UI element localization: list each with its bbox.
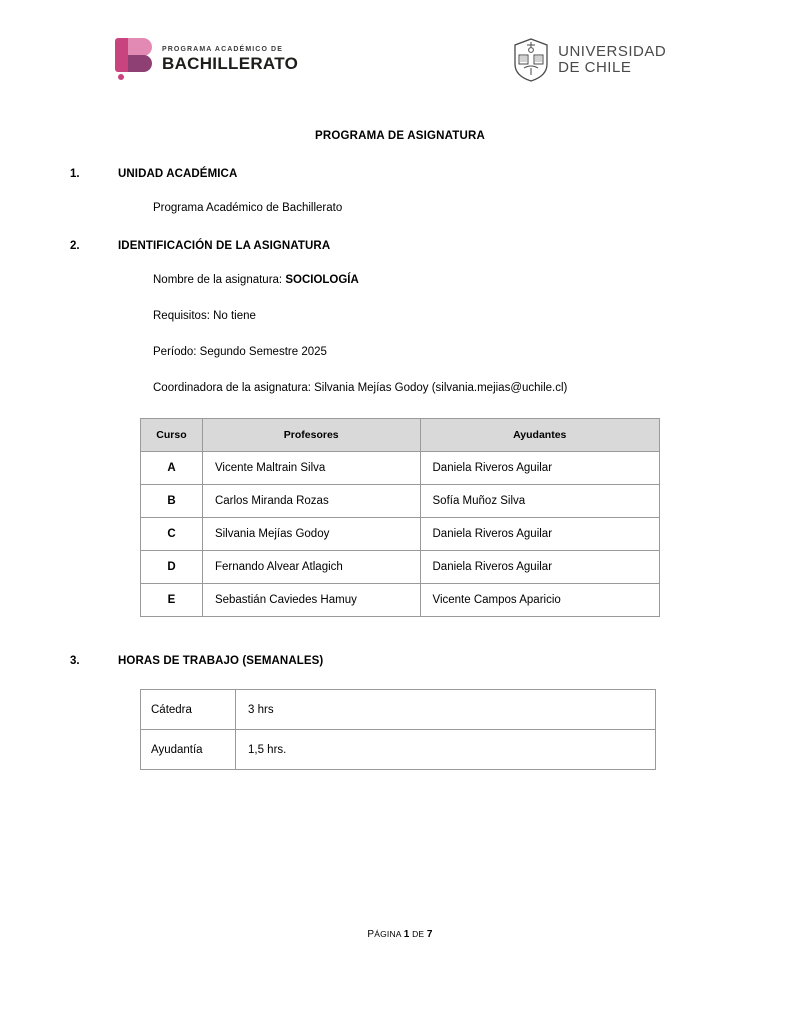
cell-curso: D <box>141 551 203 584</box>
cell-profesor: Silvania Mejías Godoy <box>202 518 420 551</box>
table-row <box>141 551 660 584</box>
bachillerato-logo <box>115 38 298 80</box>
column-header-profesores: Profesores <box>202 419 420 452</box>
table-row <box>141 452 660 485</box>
cell-ayudante: Daniela Riveros Aguilar <box>420 551 660 584</box>
universidad-de-chile-shield-icon <box>513 38 549 82</box>
cell-profesor: Fernando Alvear Atlagich <box>202 551 420 584</box>
footer-total-pages: 7 <box>426 929 433 940</box>
cell-hours-label: Ayudantía <box>141 730 236 770</box>
bachillerato-logo-mark-icon <box>115 38 155 80</box>
requisitos-line: Requisitos: No tiene <box>153 310 256 322</box>
cell-ayudante: Sofía Muñoz Silva <box>420 485 660 518</box>
table-row <box>141 485 660 518</box>
cell-profesor: Sebastián Caviedes Hamuy <box>202 584 420 617</box>
coordinadora-line: Coordinadora de la asignatura: Silvania Mejías Godoy (silvania.mejias@uchile.cl) <box>153 382 568 394</box>
nombre-asignatura-label: Nombre de la asignatura: <box>153 274 286 286</box>
footer-prefix: P <box>367 929 375 940</box>
page-title: PROGRAMA DE ASIGNATURA <box>314 130 486 142</box>
section-horas-de-trabajo <box>70 655 730 667</box>
section-heading: HORAS DE TRABAJO (SEMANALES) <box>118 655 324 667</box>
section-number: 1. <box>70 168 80 180</box>
cell-curso: E <box>141 584 203 617</box>
nombre-asignatura-line <box>153 274 730 286</box>
page-footer <box>0 929 800 940</box>
periodo-line: Período: Segundo Semestre 2025 <box>153 346 327 358</box>
section-identificacion <box>70 240 730 252</box>
footer-page-number: 1 <box>403 929 410 940</box>
section-heading: IDENTIFICACIÓN DE LA ASIGNATURA <box>118 240 331 252</box>
universidad-de-chile-logo <box>513 38 666 82</box>
section-heading: UNIDAD ACADÉMICA <box>118 168 238 180</box>
cell-profesor: Vicente Maltrain Silva <box>202 452 420 485</box>
cell-curso: B <box>141 485 203 518</box>
table-row <box>141 518 660 551</box>
nombre-asignatura-value: SOCIOLOGÍA <box>285 274 359 286</box>
cell-curso: C <box>141 518 203 551</box>
uchile-logo-line2: DE CHILE <box>558 59 632 76</box>
column-header-curso: Curso <box>141 419 203 452</box>
section-number: 2. <box>70 240 80 252</box>
cell-ayudante: Daniela Riveros Aguilar <box>420 452 660 485</box>
cell-ayudante: Daniela Riveros Aguilar <box>420 518 660 551</box>
cell-curso: A <box>141 452 203 485</box>
unidad-academica-value: Programa Académico de Bachillerato <box>153 202 343 214</box>
column-header-ayudantes: Ayudantes <box>420 419 660 452</box>
bachillerato-logo-line2: BACHILLERATO <box>162 54 299 73</box>
section-number: 3. <box>70 655 80 667</box>
cell-ayudante: Vicente Campos Aparicio <box>420 584 660 617</box>
hours-table <box>140 689 656 770</box>
cell-hours-label: Cátedra <box>141 690 236 730</box>
uchile-logo-line1: UNIVERSIDAD <box>558 43 667 60</box>
bachillerato-logo-line1: PROGRAMA ACADÉMICO DE <box>162 46 283 53</box>
cell-hours-value: 3 hrs <box>236 690 656 730</box>
table-row <box>141 690 656 730</box>
header-logos <box>70 30 730 100</box>
courses-table <box>140 418 660 617</box>
section-unidad-academica <box>70 168 730 180</box>
table-row <box>141 584 660 617</box>
table-row <box>141 730 656 770</box>
cell-hours-value: 1,5 hrs. <box>236 730 656 770</box>
table-header-row <box>141 419 660 452</box>
footer-mid: DE <box>409 929 427 939</box>
footer-word: ÁGINA <box>374 929 404 939</box>
cell-profesor: Carlos Miranda Rozas <box>202 485 420 518</box>
